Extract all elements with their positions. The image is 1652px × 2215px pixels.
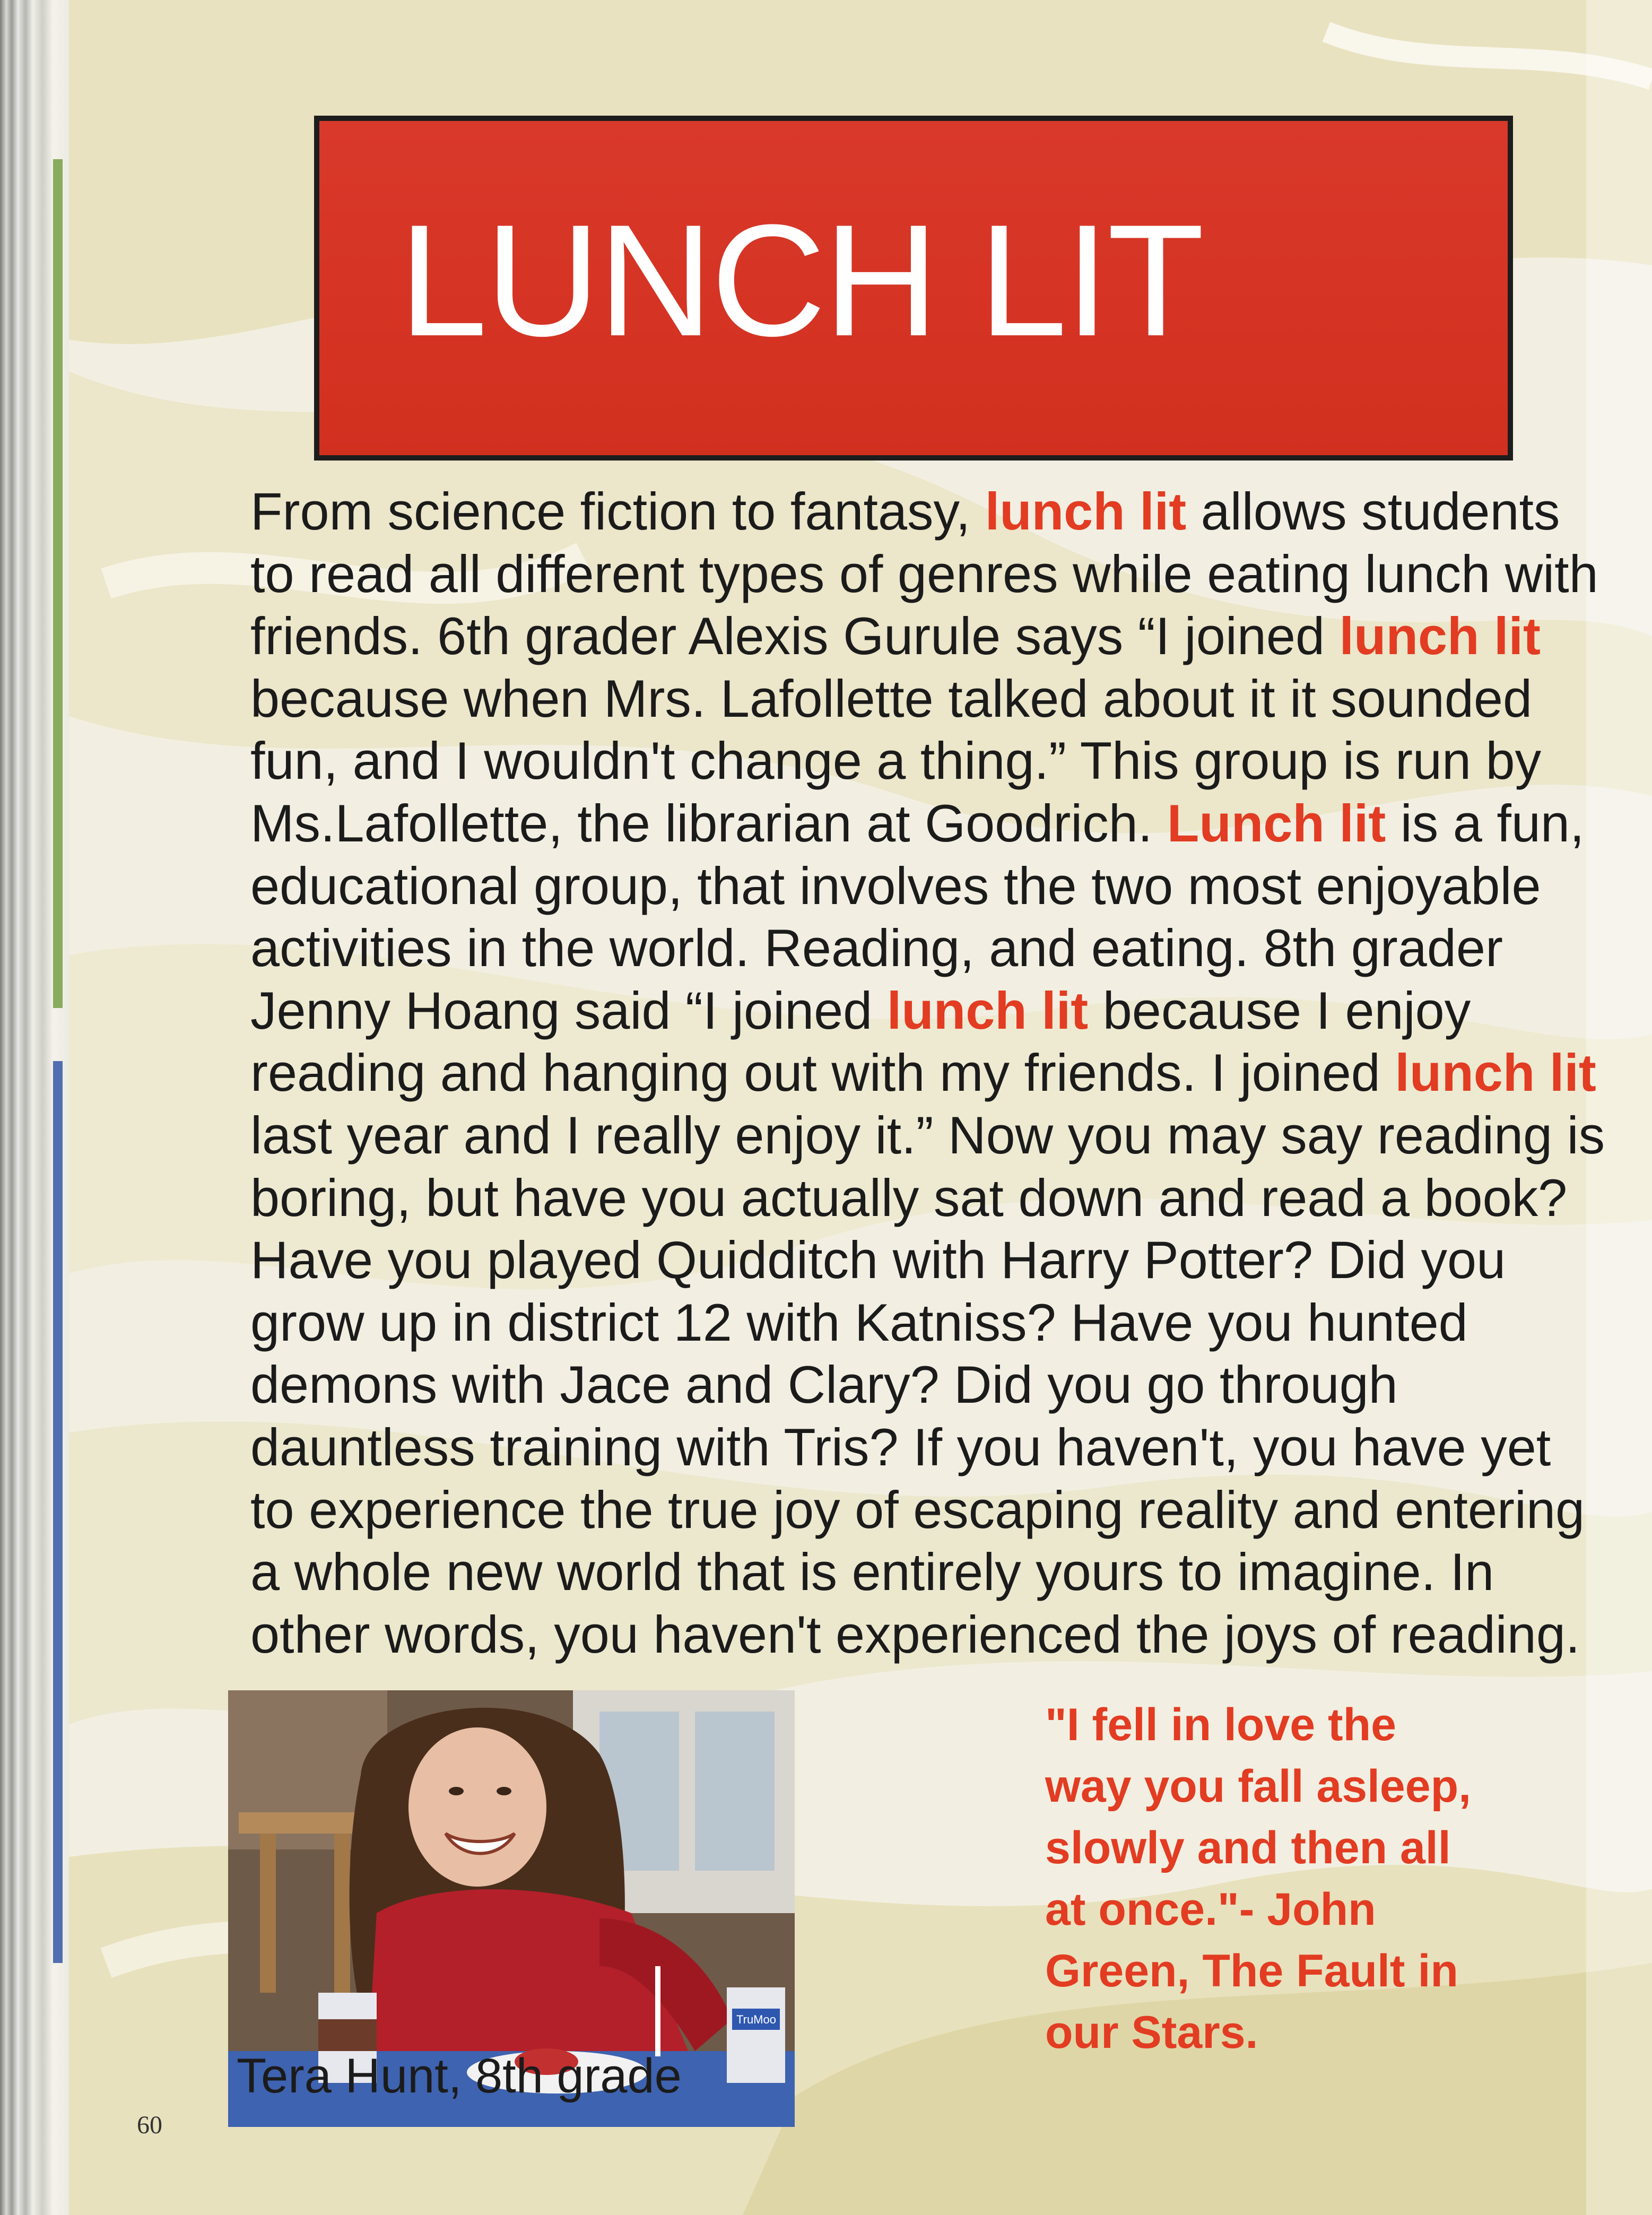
body-text-segment: demons with Jace and Clary? Did you go through [250,1355,1398,1414]
body-line [250,1229,1619,1291]
body-text-segment: dauntless training with Tris? If you haven't, you have yet [250,1417,1551,1476]
article-body [250,480,1619,1665]
quote-line: "I fell in love the [1045,1699,1397,1750]
highlight-text: lunch lit [985,482,1187,541]
highlight-text: lunch lit [1339,606,1541,666]
body-line [250,855,1619,917]
body-line [250,1291,1619,1354]
body-text-segment: friends. 6th grader Alexis Gurule says “I joined [250,606,1340,666]
body-line [250,729,1619,792]
quote-line: Green, The Fault in [1045,1945,1458,1996]
photo-caption: Tera Hunt, 8th grade [237,2049,682,2103]
quote-line: our Stars. [1045,2007,1258,2058]
body-text-segment: allows students [1186,482,1560,541]
binding-green-strip [53,159,63,1008]
page-binding-edge [0,0,69,2215]
body-text-segment: educational group, that involves the two most enjoyable [250,856,1541,915]
body-text-segment: because I enjoy [1088,980,1471,1040]
body-line [250,667,1619,730]
body-text-segment: grow up in district 12 with Katniss? Have you hunted [250,1292,1468,1352]
quote-line: slowly and then all [1045,1822,1451,1873]
body-text-segment: Jenny Hoang said “I joined [250,980,887,1040]
body-text-segment: fun, and I wouldn't change a thing.” This group is run by [250,731,1542,791]
body-line [250,1104,1619,1167]
body-line [250,792,1619,855]
body-text-segment: to experience the true joy of escaping reality and entering [250,1480,1585,1539]
quote-line: at once."- John [1045,1884,1376,1935]
body-text-segment: to read all different types of genres while eating lunch with [250,544,1598,603]
body-line [250,1353,1619,1416]
body-line [250,1541,1619,1603]
body-line [250,605,1619,667]
body-line [250,1603,1619,1666]
body-text-segment: boring, but have you actually sat down and read a book? [250,1168,1568,1227]
highlight-text: lunch lit [886,980,1089,1040]
page-number: 60 [137,2111,162,2139]
body-line [250,917,1619,979]
body-text-segment: activities in the world. Reading, and eating. 8th grader [250,918,1503,978]
highlight-text: Lunch lit [1167,793,1386,853]
binding-blue-strip [53,1061,63,1963]
body-text-segment: because when Mrs. Lafollette talked about it it sounded [250,668,1533,728]
body-text-segment: other words, you haven't experienced the joys of reading. [250,1604,1580,1664]
body-line [250,979,1619,1042]
quote-line: way you fall asleep, [1045,1761,1472,1812]
highlight-text: lunch lit [1395,1043,1596,1102]
page-title: LUNCH LIT [399,191,1203,369]
carton-label: TruMoo [736,2013,776,2026]
body-text-segment: a whole new world that is entirely yours to imagine. In [250,1542,1494,1602]
title-banner [314,116,1513,461]
body-line [250,1167,1619,1229]
body-text-segment: From science fiction to fantasy, [250,482,985,541]
body-text-segment: Have you played Quidditch with Harry Potter? Did you [250,1230,1506,1290]
body-text-segment: reading and hanging out with my friends. I joined [250,1043,1395,1102]
body-text-segment: is a fun, [1386,793,1585,853]
body-text-segment: last year and I really enjoy it.” Now you may say reading is [250,1105,1605,1165]
body-line [250,1416,1619,1479]
pull-quote [1045,1694,1586,2063]
body-line [250,1479,1619,1541]
body-line [250,1041,1619,1104]
body-line [250,480,1619,543]
body-text-segment: Ms.Lafollette, the librarian at Goodrich. [250,793,1167,853]
body-line [250,543,1619,605]
